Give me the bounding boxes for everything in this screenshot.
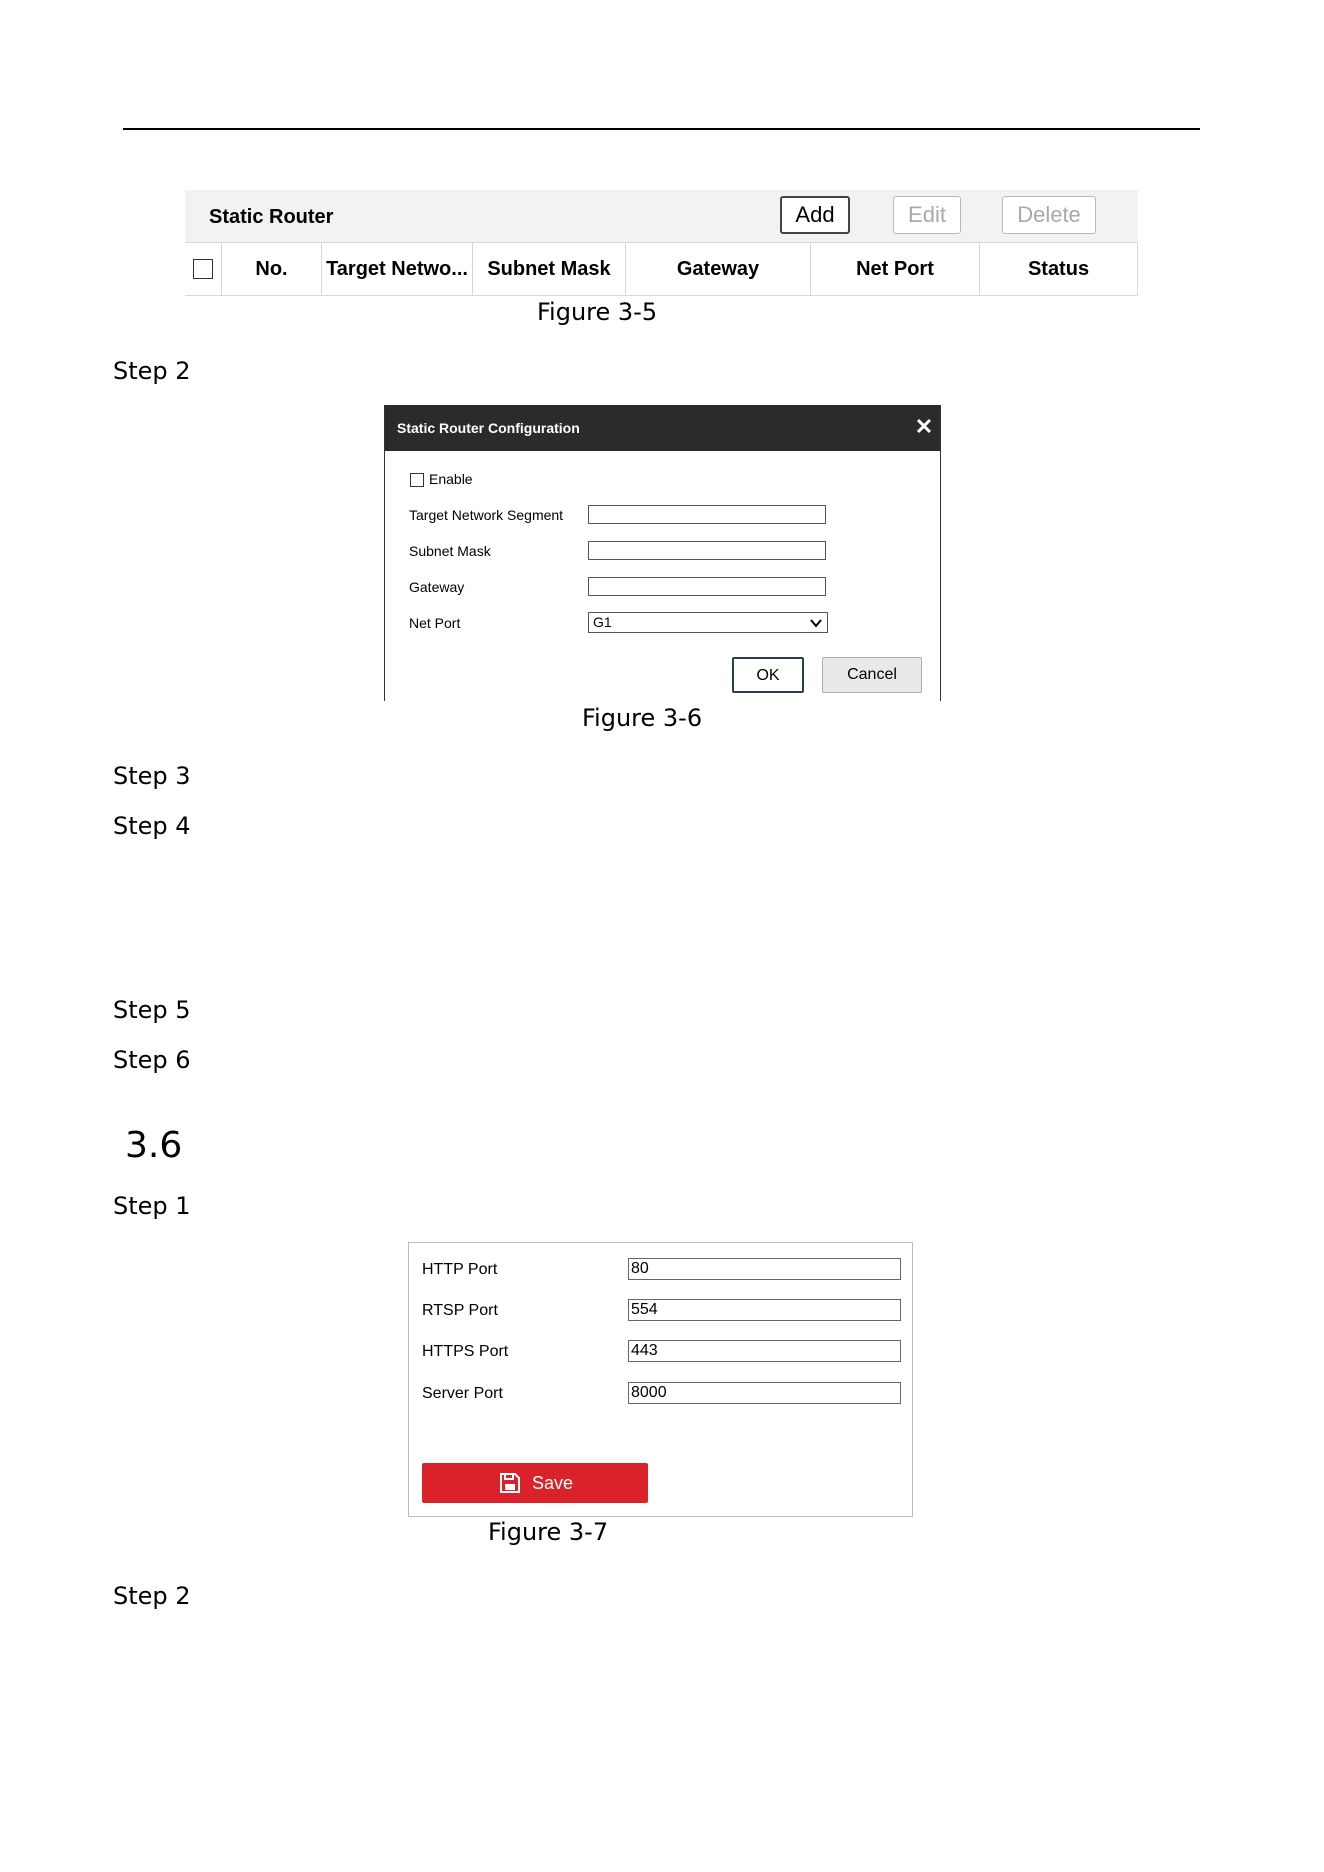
column-header-gateway[interactable]: Gateway <box>625 243 810 295</box>
static-router-title: Static Router <box>209 206 334 228</box>
http-port-label: HTTP Port <box>422 1261 498 1278</box>
step-label: Step 1 <box>113 1192 191 1220</box>
dialog-header <box>385 405 940 451</box>
ok-button[interactable]: OK <box>732 657 804 693</box>
step-label: Step 4 <box>113 812 191 840</box>
static-router-config-dialog <box>384 405 941 701</box>
step-label: Step 2 <box>113 357 191 385</box>
section-number: 3.6 <box>125 1125 183 1166</box>
server-port-input[interactable]: 8000 <box>628 1382 901 1404</box>
static-router-columns <box>185 242 1138 296</box>
gateway-input[interactable] <box>588 577 826 596</box>
cancel-button[interactable]: Cancel <box>822 657 922 693</box>
column-header-subnet-mask[interactable]: Subnet Mask <box>472 243 625 295</box>
static-router-header <box>185 190 1138 242</box>
step-label: Step 6 <box>113 1046 191 1074</box>
column-header-no[interactable]: No. <box>221 243 321 295</box>
figure-caption-3-5: Figure 3-5 <box>537 298 658 326</box>
column-header-target-network[interactable]: Target Netwo... <box>321 243 472 295</box>
edit-button[interactable]: Edit <box>893 196 961 234</box>
figure-caption-3-6: Figure 3-6 <box>582 704 703 732</box>
column-header-net-port[interactable]: Net Port <box>810 243 979 295</box>
step-label: Step 5 <box>113 996 191 1024</box>
floppy-disk-icon <box>499 1472 521 1494</box>
https-port-input[interactable]: 443 <box>628 1340 901 1362</box>
http-port-input[interactable]: 80 <box>628 1258 901 1280</box>
net-port-select[interactable] <box>588 612 828 633</box>
add-button[interactable]: Add <box>780 196 850 234</box>
net-port-label: Net Port <box>409 615 461 631</box>
save-label: Save <box>532 1473 574 1493</box>
header-rule <box>123 128 1200 130</box>
subnet-mask-input[interactable] <box>588 541 826 560</box>
subnet-mask-label: Subnet Mask <box>409 543 491 559</box>
static-router-panel <box>185 190 1138 296</box>
port-settings-panel <box>408 1242 913 1517</box>
select-all-checkbox[interactable] <box>193 259 213 279</box>
select-all-cell <box>185 243 221 295</box>
gateway-label: Gateway <box>409 579 465 595</box>
rtsp-port-input[interactable]: 554 <box>628 1299 901 1321</box>
enable-checkbox[interactable] <box>410 473 424 487</box>
target-network-label: Target Network Segment <box>409 507 564 523</box>
close-icon[interactable]: ✕ <box>914 414 934 439</box>
save-button[interactable] <box>422 1463 648 1503</box>
step-label: Step 2 <box>113 1582 191 1610</box>
https-port-label: HTTPS Port <box>422 1343 509 1360</box>
rtsp-port-label: RTSP Port <box>422 1302 498 1319</box>
server-port-label: Server Port <box>422 1385 503 1402</box>
enable-label: Enable <box>429 471 473 487</box>
chevron-down-icon <box>809 616 823 630</box>
target-network-input[interactable] <box>588 505 826 524</box>
dialog-title: Static Router Configuration <box>397 420 580 436</box>
column-header-status[interactable]: Status <box>979 243 1138 295</box>
step-label: Step 3 <box>113 762 191 790</box>
net-port-value: G1 <box>593 614 612 630</box>
delete-button[interactable]: Delete <box>1002 196 1096 234</box>
figure-caption-3-7: Figure 3-7 <box>488 1518 609 1546</box>
